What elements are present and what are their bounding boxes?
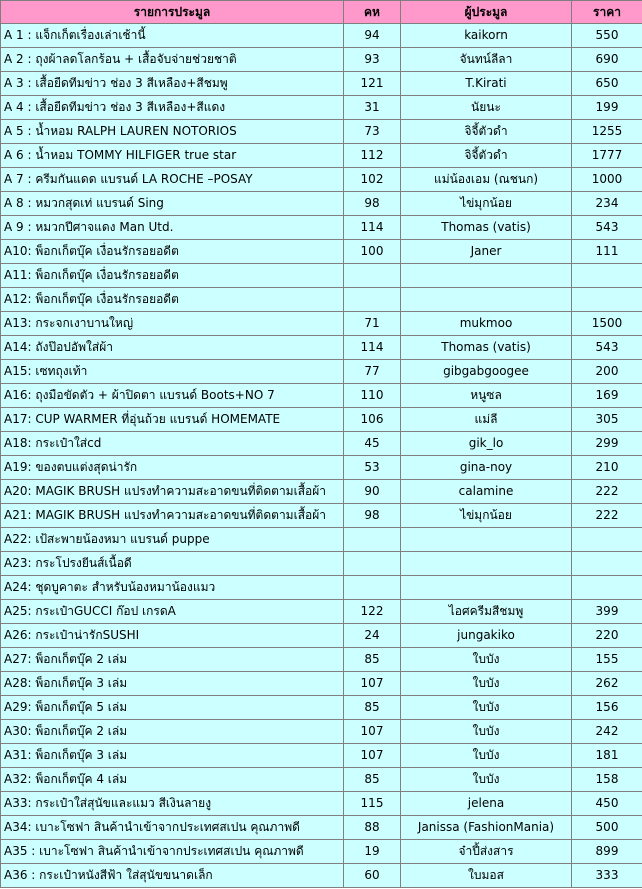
price-cell: 200 xyxy=(572,360,642,384)
qty-cell xyxy=(344,528,401,552)
table-row xyxy=(1,744,642,768)
bidder-cell: แม่ลี xyxy=(401,408,572,432)
qty-cell: 94 xyxy=(344,24,401,48)
table-row xyxy=(1,192,642,216)
bidder-cell: ใบบัง xyxy=(401,696,572,720)
item-cell: A11: พ็อกเก็ตบุ๊ค เงื่อนรักรอยอดีต xyxy=(1,264,344,288)
table-row xyxy=(1,552,642,576)
price-cell xyxy=(572,576,642,600)
item-cell: A13: กระจกเงาบานใหญ่ xyxy=(1,312,344,336)
price-cell: 220 xyxy=(572,624,642,648)
table-row xyxy=(1,840,642,864)
item-cell: A15: เซทถุงเท้า xyxy=(1,360,344,384)
table-row xyxy=(1,600,642,624)
table-row xyxy=(1,120,642,144)
table-row xyxy=(1,96,642,120)
bidder-cell xyxy=(401,264,572,288)
bidder-cell: ไข่มุกน้อย xyxy=(401,504,572,528)
table-row xyxy=(1,72,642,96)
table-row xyxy=(1,168,642,192)
qty-cell: 110 xyxy=(344,384,401,408)
table-row xyxy=(1,216,642,240)
bidder-cell: ไอศครีมสีชมพู xyxy=(401,600,572,624)
item-cell: A20: MAGIK BRUSH แปรงทำความสะอาดขนที่ติดตามเสื้อผ้า xyxy=(1,480,344,504)
table-row xyxy=(1,432,642,456)
bidder-cell: jelena xyxy=(401,792,572,816)
item-cell: A23: กระโปรงยีนส์เนื้อดี xyxy=(1,552,344,576)
table-row xyxy=(1,624,642,648)
qty-cell: 19 xyxy=(344,840,401,864)
table-row xyxy=(1,672,642,696)
table-row xyxy=(1,336,642,360)
price-cell: 305 xyxy=(572,408,642,432)
bidder-cell: ใบบัง xyxy=(401,768,572,792)
qty-cell: 60 xyxy=(344,864,401,888)
item-cell: A 4 : เสื้อยืดทีมข่าว ช่อง 3 สีเหลือง+สีแดง xyxy=(1,96,344,120)
qty-cell: 107 xyxy=(344,720,401,744)
bidder-cell: Janissa (FashionMania) xyxy=(401,816,572,840)
bidder-cell: jungakiko xyxy=(401,624,572,648)
item-cell: A10: พ็อกเก็ตบุ๊ค เงื่อนรักรอยอดีต xyxy=(1,240,344,264)
bidder-cell: Thomas (vatis) xyxy=(401,216,572,240)
price-cell: 156 xyxy=(572,696,642,720)
item-cell: A35 : เบาะโซฟา สินค้านำเข้าจากประเทศสเปน คุณภาพดี xyxy=(1,840,344,864)
table-row xyxy=(1,144,642,168)
item-cell: A 3 : เสื้อยืดทีมข่าว ช่อง 3 สีเหลือง+สีชมพู xyxy=(1,72,344,96)
bidder-cell: gik_lo xyxy=(401,432,572,456)
qty-cell: 93 xyxy=(344,48,401,72)
bidder-cell xyxy=(401,576,572,600)
item-cell: A 6 : น้ำหอม TOMMY HILFIGER true star xyxy=(1,144,344,168)
table-row xyxy=(1,288,642,312)
table-row xyxy=(1,408,642,432)
qty-cell: 53 xyxy=(344,456,401,480)
item-cell: A29: พ็อกเก็ตบุ๊ค 5 เล่ม xyxy=(1,696,344,720)
price-cell: 543 xyxy=(572,336,642,360)
price-cell: 242 xyxy=(572,720,642,744)
table-row xyxy=(1,648,642,672)
price-cell: 222 xyxy=(572,480,642,504)
qty-cell: 85 xyxy=(344,648,401,672)
qty-cell: 85 xyxy=(344,696,401,720)
bidder-cell: จันทน์ลีลา xyxy=(401,48,572,72)
qty-cell: 114 xyxy=(344,336,401,360)
qty-cell: 98 xyxy=(344,504,401,528)
bidder-cell: หนูซล xyxy=(401,384,572,408)
item-cell: A 1 : แจ็กเก็ตเรื่องเล่าเช้านี้ xyxy=(1,24,344,48)
item-cell: A12: พ็อกเก็ตบุ๊ค เงื่อนรักรอยอดีต xyxy=(1,288,344,312)
price-cell: 181 xyxy=(572,744,642,768)
bidder-cell: ใบบัง xyxy=(401,672,572,696)
price-cell: 210 xyxy=(572,456,642,480)
table-row xyxy=(1,696,642,720)
table-row xyxy=(1,768,642,792)
qty-cell: 31 xyxy=(344,96,401,120)
table-row xyxy=(1,240,642,264)
price-cell: 158 xyxy=(572,768,642,792)
bidder-cell xyxy=(401,528,572,552)
bidder-cell: Thomas (vatis) xyxy=(401,336,572,360)
price-cell: 650 xyxy=(572,72,642,96)
item-cell: A 2 : ถุงผ้าลดโลกร้อน + เสื้อจับจ่ายช่วยชาติ xyxy=(1,48,344,72)
qty-cell: 24 xyxy=(344,624,401,648)
price-cell: 1000 xyxy=(572,168,642,192)
bidder-cell: แม่น้องเอม (ณชนก) xyxy=(401,168,572,192)
table-row xyxy=(1,312,642,336)
price-cell: 899 xyxy=(572,840,642,864)
item-cell: A27: พ็อกเก็ตบุ๊ค 2 เล่ม xyxy=(1,648,344,672)
bidder-cell: T.Kirati xyxy=(401,72,572,96)
table-row xyxy=(1,864,642,888)
price-cell: 543 xyxy=(572,216,642,240)
table-row xyxy=(1,456,642,480)
price-cell: 550 xyxy=(572,24,642,48)
bidder-cell: mukmoo xyxy=(401,312,572,336)
item-cell: A 8 : หมวกสุดเท่ แบรนด์ Sing xyxy=(1,192,344,216)
bidder-cell: ใบบัง xyxy=(401,720,572,744)
bidder-cell: calamine xyxy=(401,480,572,504)
table-row xyxy=(1,264,642,288)
qty-cell xyxy=(344,552,401,576)
price-cell: 500 xyxy=(572,816,642,840)
qty-cell xyxy=(344,576,401,600)
item-cell: A 7 : ครีมกันแดด แบรนด์ LA ROCHE –POSAY xyxy=(1,168,344,192)
bidder-cell: ใบบัง xyxy=(401,744,572,768)
price-cell: 169 xyxy=(572,384,642,408)
price-cell xyxy=(572,528,642,552)
qty-cell: 90 xyxy=(344,480,401,504)
item-cell: A33: กระเป๋าใส่สุนัขและแมว สีเงินลายงู xyxy=(1,792,344,816)
item-cell: A32: พ็อกเก็ตบุ๊ค 4 เล่ม xyxy=(1,768,344,792)
table-row xyxy=(1,384,642,408)
item-cell: A34: เบาะโซฟา สินค้านำเข้าจากประเทศสเปน คุณภาพดี xyxy=(1,816,344,840)
item-cell: A14: ถังป๊อปอัพใส่ผ้า xyxy=(1,336,344,360)
item-cell: A26: กระเป๋าน่ารักSUSHI xyxy=(1,624,344,648)
qty-cell: 77 xyxy=(344,360,401,384)
price-cell: 1500 xyxy=(572,312,642,336)
bidder-cell xyxy=(401,288,572,312)
bidder-cell: จิจี้ตัวดำ xyxy=(401,144,572,168)
item-cell: A19: ของตบแต่งสุดน่ารัก xyxy=(1,456,344,480)
qty-cell: 122 xyxy=(344,600,401,624)
price-cell: 450 xyxy=(572,792,642,816)
qty-cell: 107 xyxy=(344,672,401,696)
item-cell: A31: พ็อกเก็ตบุ๊ค 3 เล่ม xyxy=(1,744,344,768)
price-cell: 262 xyxy=(572,672,642,696)
price-cell xyxy=(572,288,642,312)
bidder-cell: gina-noy xyxy=(401,456,572,480)
price-cell: 1777 xyxy=(572,144,642,168)
price-cell: 690 xyxy=(572,48,642,72)
qty-cell: 98 xyxy=(344,192,401,216)
table-row xyxy=(1,792,642,816)
qty-cell: 88 xyxy=(344,816,401,840)
qty-cell: 102 xyxy=(344,168,401,192)
bidder-cell: gibgabgoogee xyxy=(401,360,572,384)
qty-cell: 112 xyxy=(344,144,401,168)
qty-cell: 85 xyxy=(344,768,401,792)
table-row xyxy=(1,480,642,504)
qty-cell: 100 xyxy=(344,240,401,264)
qty-cell: 115 xyxy=(344,792,401,816)
table-row xyxy=(1,48,642,72)
header-row xyxy=(1,1,642,24)
table-row xyxy=(1,528,642,552)
table-body xyxy=(1,24,642,888)
bidder-cell: นัยนะ xyxy=(401,96,572,120)
item-cell: A21: MAGIK BRUSH แปรงทำความสะอาดขนที่ติดตามเสื้อผ้า xyxy=(1,504,344,528)
item-cell: A17: CUP WARMER ที่อุ่นถ้วย แบรนด์ HOMEMATE xyxy=(1,408,344,432)
table-row xyxy=(1,816,642,840)
item-cell: A30: พ็อกเก็ตบุ๊ค 2 เล่ม xyxy=(1,720,344,744)
table-row xyxy=(1,360,642,384)
header-bidder: ผู้ประมูล xyxy=(401,1,572,24)
bidder-cell: ใบบัง xyxy=(401,648,572,672)
item-cell: A28: พ็อกเก็ตบุ๊ค 3 เล่ม xyxy=(1,672,344,696)
qty-cell xyxy=(344,264,401,288)
item-cell: A22: เป้สะพายน้องหมา แบรนด์ puppe xyxy=(1,528,344,552)
qty-cell: 106 xyxy=(344,408,401,432)
price-cell: 111 xyxy=(572,240,642,264)
table-row xyxy=(1,720,642,744)
price-cell: 399 xyxy=(572,600,642,624)
qty-cell: 71 xyxy=(344,312,401,336)
price-cell: 222 xyxy=(572,504,642,528)
price-cell: 1255 xyxy=(572,120,642,144)
item-cell: A 9 : หมวกปีศาจแดง Man Utd. xyxy=(1,216,344,240)
qty-cell: 73 xyxy=(344,120,401,144)
bidder-cell: ไข่มุกน้อย xyxy=(401,192,572,216)
header-qty: คห xyxy=(344,1,401,24)
item-cell: A 5 : น้ำหอม RALPH LAUREN NOTORIOS xyxy=(1,120,344,144)
qty-cell: 45 xyxy=(344,432,401,456)
item-cell: A24: ชุดบูคาตะ สำหรับน้องหมาน้องแมว xyxy=(1,576,344,600)
table-row xyxy=(1,504,642,528)
item-cell: A25: กระเป๋าGUCCI ก๊อป เกรดA xyxy=(1,600,344,624)
price-cell: 234 xyxy=(572,192,642,216)
table-row xyxy=(1,576,642,600)
price-cell: 333 xyxy=(572,864,642,888)
item-cell: A16: ถุงมือขัดตัว + ผ้าปิดตา แบรนด์ Boots+NO 7 xyxy=(1,384,344,408)
price-cell xyxy=(572,264,642,288)
bidder-cell: kaikorn xyxy=(401,24,572,48)
header-price: ราคา xyxy=(572,1,642,24)
item-cell: A36 : กระเป๋าหนังสีฟ้า ใส่สุนัขขนาดเล็ก xyxy=(1,864,344,888)
price-cell: 199 xyxy=(572,96,642,120)
table-row xyxy=(1,24,642,48)
price-cell: 155 xyxy=(572,648,642,672)
bidder-cell xyxy=(401,552,572,576)
bidder-cell: ใบมอส xyxy=(401,864,572,888)
bidder-cell: จิจี้ตัวดำ xyxy=(401,120,572,144)
price-cell xyxy=(572,552,642,576)
qty-cell xyxy=(344,288,401,312)
header-item: รายการประมูล xyxy=(1,1,344,24)
bidder-cell: Janer xyxy=(401,240,572,264)
bidder-cell: จ๋าปี้ส่งสาร xyxy=(401,840,572,864)
qty-cell: 114 xyxy=(344,216,401,240)
price-cell: 299 xyxy=(572,432,642,456)
qty-cell: 107 xyxy=(344,744,401,768)
item-cell: A18: กระเป๋าใส่cd xyxy=(1,432,344,456)
qty-cell: 121 xyxy=(344,72,401,96)
